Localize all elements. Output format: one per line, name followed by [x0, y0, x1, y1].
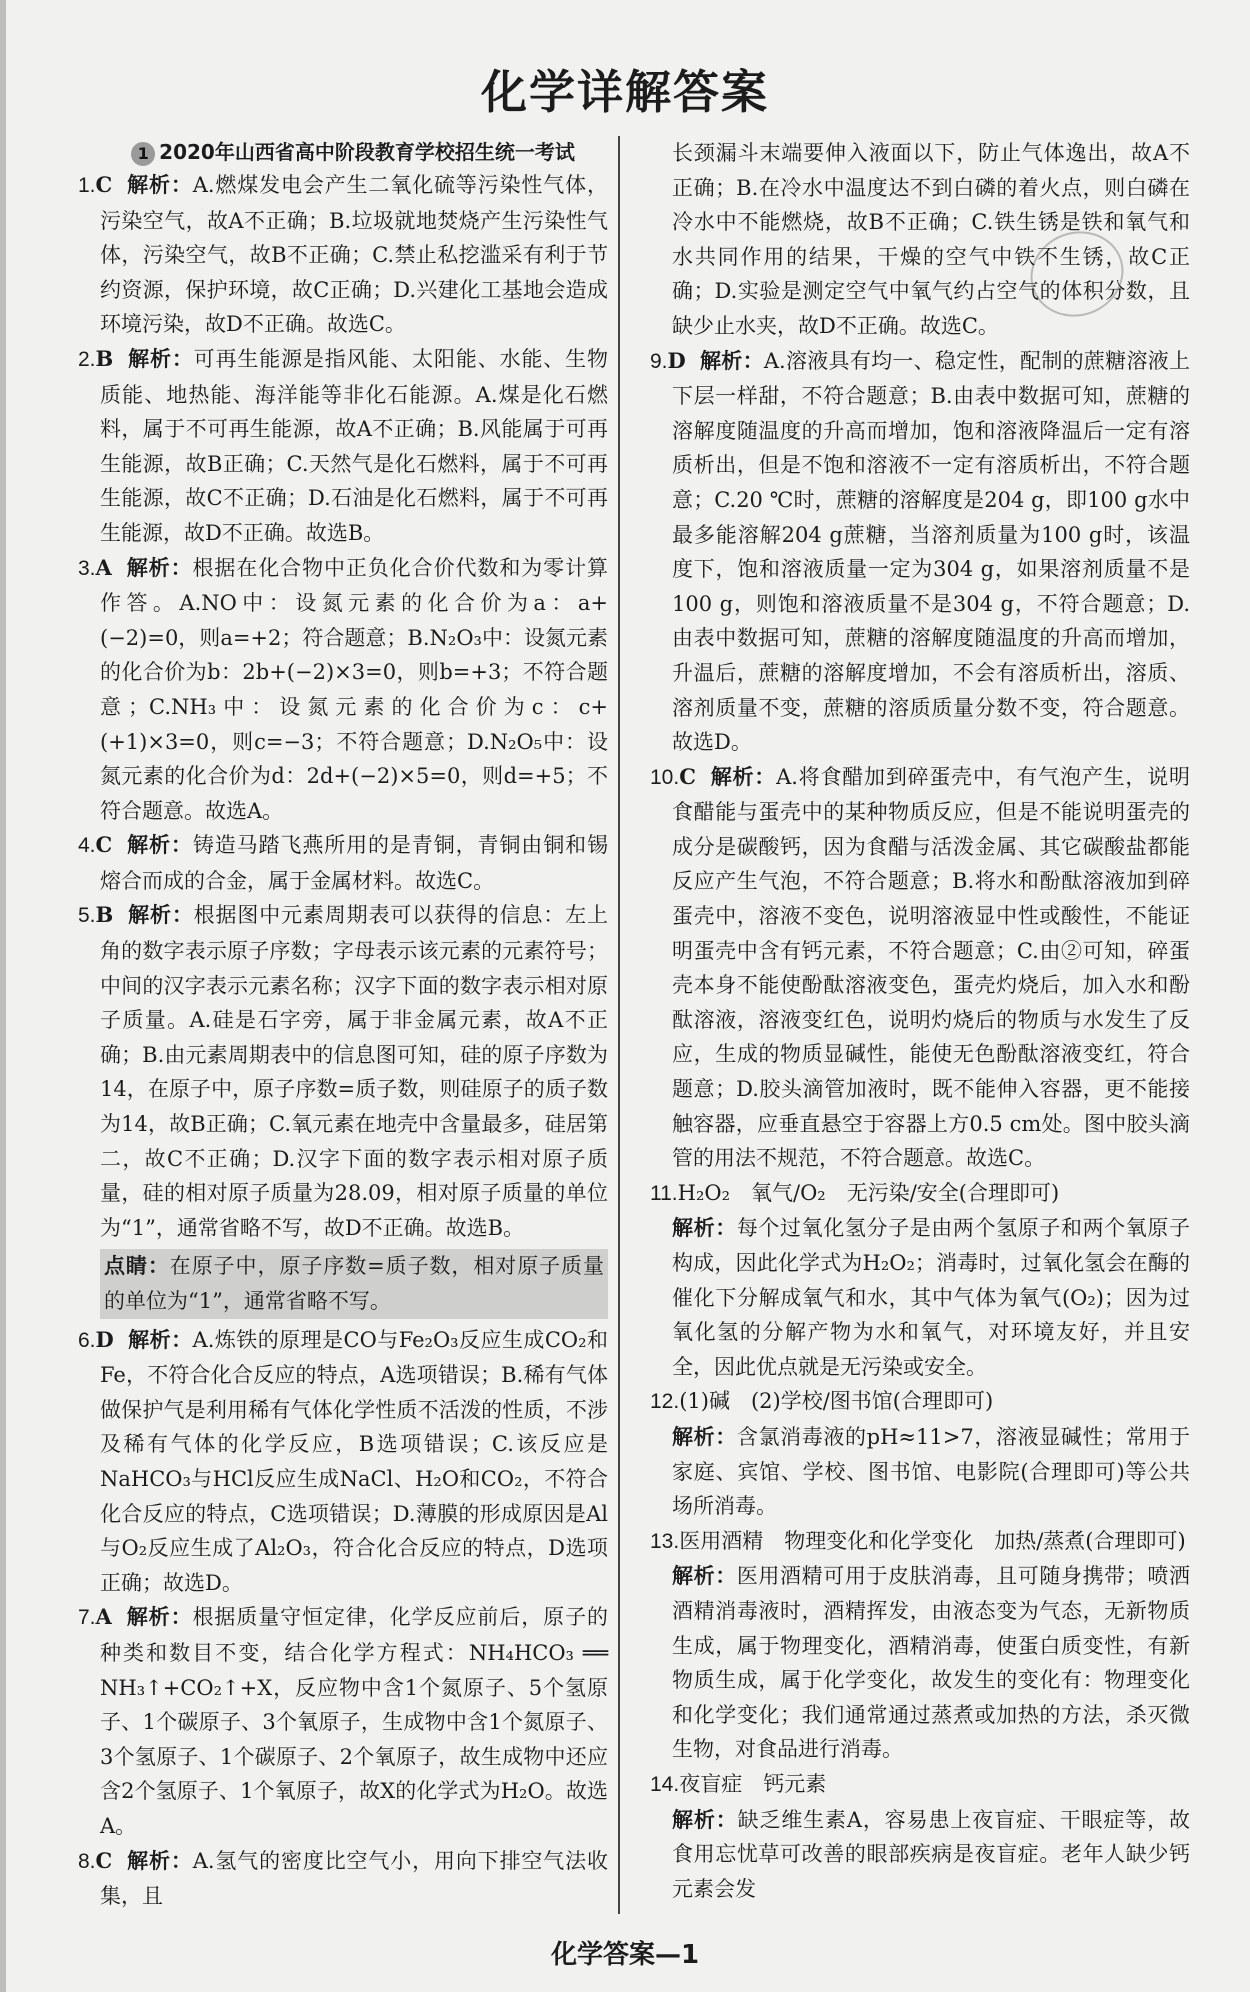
answer-item [650, 760, 1190, 1176]
answer-item [78, 168, 608, 342]
answer-number: 13. [650, 1529, 680, 1553]
answer-number: 3. [78, 556, 96, 580]
tip-label: 点睛： [104, 1254, 170, 1279]
analysis-text: 根据在化合物中正负化合价代数和为零计算作答。A.NO中：设氮元素的化合价为a：a+(−2)=0，则a=+2；符合题意；B.N₂O₃中：设氮元素的化合价为b：2b+(−2)×3=0，则b=+3；不符合题意；C.NH₃中：设氮元素的化合价为c：c+(+1)×3=0，则c=−3；不符合题意；D.N₂O₅中：设氮元素的化合价为d：2d+(−2)×5=0，则d=+5；不符合题意。故选A。 [100, 555, 608, 823]
answer-number: 14. [650, 1772, 680, 1796]
answer-number: 8. [78, 1849, 96, 1873]
analysis-label: 解析： [125, 1605, 193, 1630]
answer-choice: D [95, 1326, 114, 1352]
analysis-text: A.炼铁的原理是CO与Fe₂O₃反应生成CO₂和Fe，不符合化合反应的特点，A选项错误；B.稀有气体做保护气是利用稀有气体化学性质不活泼的性质，不涉及稀有气体的化学反应，B选项错误；C.该反应是NaHCO₃与HCl反应生成NaCl、H₂O和CO₂，不符合化合反应的特点，C选项错误；D.薄膜的形成原因是Al与O₂反应生成了Al₂O₃，符合化合反应的特点，D选项正确；故选D。 [100, 1327, 608, 1595]
column-divider [618, 136, 620, 1914]
analysis-label: 解析： [672, 1216, 737, 1241]
answer-line: (1)碱 (2)学校/图书馆(合理即可) [679, 1389, 994, 1414]
analysis-text: A.溶液具有均一、稳定性，配制的蔗糖溶液上下层一样甜，不符合题意；B.由表中数据可知，蔗糖的溶解度随温度的升高而增加，饱和溶液降温后一定有溶质析出，但是不饱和溶液不一定有溶质析出，不符合题意；C.20 ℃时，蔗糖的溶解度是204 g，即100 g水中最多能溶解204 g蔗糖，当溶剂质量为100 g时，该温度下，饱和溶液质量一定为304 g，如果溶剂质量不是100 g，则饱和溶液质量不是304 g，不符合题意；D.由表中数据可知，蔗糖的溶解度随温度的升高而增加，升温后，蔗糖的溶解度增加，不会有溶质析出，溶质、溶剂质量不变，蔗糖的溶质质量分数不变，符合题意。故选D。 [672, 348, 1191, 755]
analysis-paragraph [650, 1211, 1190, 1384]
columns [0, 136, 1250, 1914]
left-answer-list [78, 168, 608, 1914]
answer-item [650, 344, 1190, 760]
analysis-text: 根据质量守恒定律，化学反应前后，原子的种类和数目不变，结合化学方程式：NH₄HCO₃ ══ NH₃↑+CO₂↑+X，反应物中含1个氮原子、5个氢原子、1个碳原子、3个氧原子，生成物中含1个氮原子、3个氢原子、1个碳原子、2个氧原子，故生成物中还应含2个氢原子、1个氧原子，故X的化学式为H₂O。故选A。 [100, 1605, 608, 1838]
analysis-text: 根据图中元素周期表可以获得的信息：左上角的数字表示原子序数；字母表示该元素的元素符号；中间的汉字表示元素名称；汉字下面的数字表示相对原子质量。A.硅是石字旁，属于非金属元素，故A不正确；B.由元素周期表中的信息图可知，硅的原子序数为14，在原子中，原子序数=质子数，则硅原子的质子数为14，故B正确；C.氧元素在地壳中含量最多，硅居第二，故C不正确；D.汉字下面的数字表示相对原子质量，硅的相对原子质量为28.09，相对原子质量的单位为“1”，通常省略不写，故D不正确。故选B。 [100, 903, 608, 1240]
page-title: 化学详解答案 [481, 65, 769, 119]
answer-number: 4. [78, 834, 96, 858]
answer-choice: C [95, 832, 113, 858]
answer-item [650, 1524, 1190, 1560]
right-column [650, 136, 1190, 1914]
answer-item [78, 898, 608, 1245]
answer-line: 医用酒精 物理变化和化学变化 加热/蒸煮(合理即可) [679, 1528, 1186, 1553]
tip-box [100, 1249, 608, 1318]
page-footer: 化学答案—1 [550, 1939, 700, 1970]
answer-choice: C [95, 1847, 113, 1873]
answer-item [78, 828, 608, 898]
analysis-label: 解析： [125, 555, 193, 580]
analysis-label: 解析： [126, 173, 193, 197]
answer-number: 6. [78, 1328, 96, 1352]
answer-item [78, 1844, 608, 1914]
analysis-text: A.将食醋加到碎蛋壳中，有气泡产生，说明食醋能与蛋壳中的某种物质反应，但是不能说明蛋壳的成分是碳酸钙，因为食醋与活泼金属、其它碳酸盐都能反应产生气泡，不符合题意；B.将水和酚酞溶液加到碎蛋壳中，溶液不变色，说明溶液显中性或酸性，不能证明蛋壳中含有钙元素，不符合题意；C.由②可知，碎蛋壳本身不能使酚酞溶液变色，蛋壳灼烧后，加入水和酚酞溶液，溶液变红色，说明灼烧后的物质与水发生了反应，生成的物质显碱性，能使无色酚酞溶液变红，符合题意；D.胶头滴管加液时，既不能伸入容器，更不能接触容器，应垂直悬空于容器上方0.5 cm处。图中胶头滴管的用法不规范，不符合题意。故选C。 [672, 764, 1191, 1171]
answer-number: 2. [78, 347, 96, 371]
analysis-text: A.燃煤发电会产生二氧化硫等污染性气体，污染空气，故A不正确；B.垃圾就地焚烧产生污染性气体，污染空气，故B不正确；C.禁止私挖滥采有利于节约资源，保护环境，故C正确；D.兴建化工基地会造成环境污染，故D不正确。故选C。 [100, 173, 609, 337]
analysis-label: 解析： [699, 348, 764, 373]
answer-number: 7. [78, 1606, 96, 1630]
analysis-paragraph [650, 1803, 1190, 1907]
analysis-text: 每个过氧化氢分子是由两个氢原子和两个氧原子构成，因此化学式为H₂O₂；消毒时，过氧化氢会在酶的催化下分解成氧气和水，其中气体为氧气(O₂)；因为过氧化氢的分解产物为水和氧气，对环境友好，并且安全，因此优点就是无污染或安全。 [672, 1216, 1191, 1379]
answer-choice: A [95, 1604, 112, 1630]
answer-line: H₂O₂ 氧气/O₂ 无污染/安全(合理即可) [677, 1180, 1060, 1205]
answer-number: 9. [650, 349, 668, 373]
answer-number: 11. [650, 1181, 678, 1205]
analysis-label: 解析： [127, 346, 194, 371]
section-heading [78, 136, 608, 168]
analysis-text: 缺乏维生素A，容易患上夜盲症、干眼症等，故食用忘忧草可改善的眼部疾病是夜盲症。老年人缺少钙元素会发 [672, 1807, 1190, 1901]
analysis-label: 解析： [709, 764, 777, 789]
analysis-text: A.氢气的密度比空气小，用向下排空气法收集，且 [100, 1848, 609, 1909]
answer-item [78, 342, 608, 551]
analysis-text: 铸造马踏飞燕所用的是青铜，青铜由铜和锡熔合而成的合金，属于金属材料。故选C。 [100, 833, 608, 893]
analysis-text: 医用酒精可用于皮肤消毒，且可随身携带；喷洒酒精消毒液时，酒精挥发，由液态变为气态，无新物质生成，属于物理变化，酒精消毒，使蛋白质变性，有新物质生成，属于化学变化，故发生的变化有：物理变化和化学变化；我们通常通过蒸煮或加热的方法，杀灭微生物，对食品进行消毒。 [672, 1564, 1191, 1762]
answer-number: 1. [78, 174, 96, 197]
answer-continuation: 长颈漏斗末端要伸入液面以下，防止气体逸出，故A不正确；B.在冷水中温度达不到白磷的着火点，则白磷在冷水中不能燃烧，故B不正确；C.铁生锈是铁和氧气和水共同作用的结果，干燥的空气中铁不生锈，故C正确；D.实验是测定空气中氧气约占空气的体积分数，且缺少止水夹，故D不正确。故选C。 [672, 141, 1190, 338]
answer-choice: A [95, 554, 112, 580]
answer-item [650, 1767, 1190, 1803]
section-title: 2020年山西省高中阶段教育学校招生统一考试 [159, 140, 575, 164]
answer-item [78, 1600, 608, 1843]
answer-choice: C [95, 172, 113, 197]
analysis-label: 解析： [672, 1564, 737, 1589]
analysis-label: 解析： [126, 1848, 193, 1873]
left-column [78, 136, 618, 1914]
answer-item [650, 1176, 1190, 1212]
analysis-label: 解析： [127, 1327, 193, 1352]
analysis-text: 含氯消毒液的pH≈11>7，溶液显碱性；常用于家庭、宾馆、学校、图书馆、电影院(合理即可)等公共场所消毒。 [672, 1424, 1190, 1519]
answer-line: 夜盲症 钙元素 [679, 1771, 827, 1796]
answer-choice: C [679, 763, 696, 789]
analysis-text: 可再生能源是指风能、太阳能、水能、生物质能、地热能、海洋能等非化石能源。A.煤是化石燃料，属于不可再生能源，故A不正确；B.风能属于可再生能源，故B正确；C.天然气是化石燃料，属于不可再生能源，故C不正确；D.石油是化石燃料，属于不可再生能源，故D不正确。故选B。 [100, 346, 608, 545]
answer-item [650, 1384, 1190, 1420]
tip-text: 在原子中，原子序数=质子数，相对原子质量的单位为“1”，通常省略不写。 [104, 1254, 604, 1313]
answer-item [78, 551, 608, 829]
answer-choice: D [667, 347, 686, 373]
analysis-label: 解析： [672, 1424, 737, 1449]
answer-choice: B [95, 902, 114, 928]
answer-item [78, 1323, 608, 1601]
right-answer-list [650, 136, 1190, 1906]
answer-number: 12. [650, 1390, 680, 1414]
answer-choice: B [95, 345, 114, 371]
scan-edge [0, 0, 6, 1992]
analysis-label: 解析： [127, 903, 194, 928]
analysis-label: 解析： [672, 1807, 738, 1832]
analysis-paragraph [650, 1559, 1190, 1767]
analysis-label: 解析： [126, 833, 193, 858]
analysis-paragraph [650, 1420, 1190, 1524]
answer-number: 10. [650, 765, 680, 789]
section-badge: 1 [131, 142, 155, 166]
answer-number: 5. [78, 904, 96, 928]
